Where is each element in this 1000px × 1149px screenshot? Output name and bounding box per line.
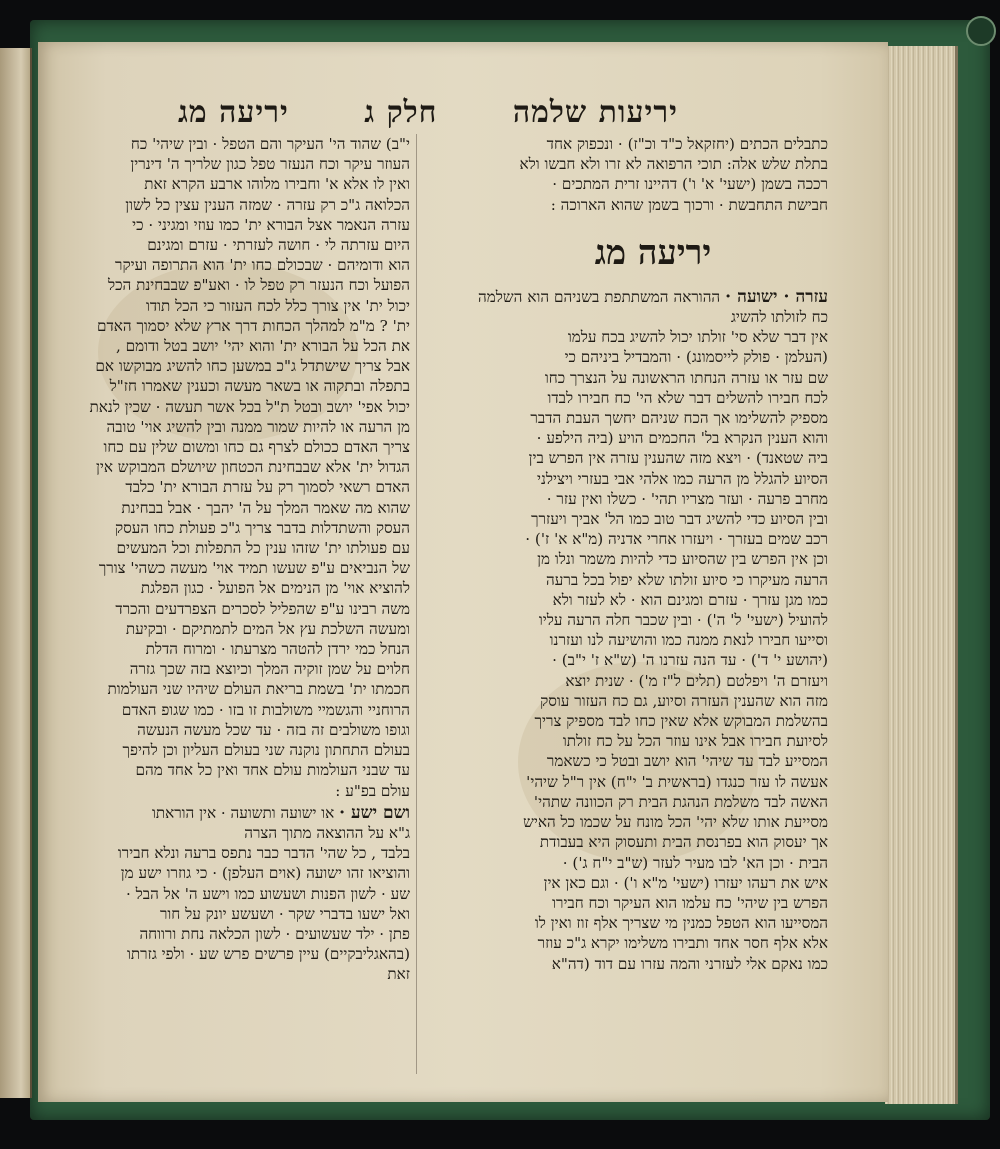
entry-heading: עזרה · ישועה · (725, 286, 828, 307)
text-line: הרוחניי והגשמיי משולבות זו בזו · כמו שגופ האדם (121, 700, 410, 719)
entry-body (478, 327, 828, 974)
text-line: (בהאגליבקיים) עיין פרשים פרש שע · ולפי גזרתו (127, 945, 410, 964)
text-line: המסייעו הוא הטפל כמנין מי שצריך אלף זוז ואין לו (534, 914, 828, 933)
text-line: אעשה לו עזר כנגדו (בראשית ב' י"ח) אין ר"ל שיהי' (526, 772, 828, 791)
text-line: לסיועת חבירו אבל אינו עוזר הכל על כח זולתו (562, 732, 828, 751)
text-line: אך יעסוק הוא בפרנסת הבית ותעסוק היא בעבודת (539, 833, 828, 852)
entry2-body (48, 823, 410, 985)
text-line: צריך האדם ככולם לצרף גם כחו ומשום שלין עם כחו (103, 438, 410, 457)
text-line: אבל צריך שישתדל ג"כ במשען כחו להשיג מבוקשו אם (95, 357, 410, 376)
text-line: מסייעת אותו שלא יהי' הכל מונח על שכמו כל האיש (523, 813, 828, 832)
text-line: ואין לו אלא א' וחבירו מלוהו ארבע הקרא זאת (144, 175, 410, 194)
text-line: אלא אלף חסר אחד ותבירו משלימו יקרא ג"כ עוזר (537, 934, 828, 953)
text-line: רככה בשמן (ישעי' א' ו') דהיינו זרית המתכים · (552, 175, 828, 194)
text-line: י"ב) שהוד הי' העיקר והם הטפל · ובין שיהי' כח (130, 135, 410, 153)
text-line: כמו מגן עזרך · עזרם ומגינם הוא · לא לעזר ולא (552, 590, 828, 609)
text-line: הפועל וכח הנעזר רק טפל לו · ואע"פ שבבחינת הכל (108, 276, 410, 295)
text-line: שע · לשון הפנות ושעשוע כמו וישע ה' אל הבל · (126, 884, 410, 903)
text-line: מן הרעה או להיות שמור ממנה ובין להשיג אוי' טובה (106, 417, 410, 436)
text-line: חלוים על שמן זוקיה המלך וכיוצא בזה שכך גזרה (129, 660, 410, 679)
text-line: הרעה מעיקרו כי סיוע זולתו שלא יפול בכל ברעה (546, 570, 828, 589)
text-line: יכול אפי' יושב ובטל ת"ל בכל אשר תעשה · שכין לנאת (89, 397, 410, 416)
text-line: (יהושע י' ד') · עד הנה עזרנו ה' (ש"א ז' י"ב) · (552, 651, 828, 670)
text-line: הוא ודומיהם · שבכולם כחו ית' הוא התרופה ועיקר (115, 256, 410, 275)
text-line: שם עזר או עזרה הנחתו הראשונה על הנצרך כחו (544, 368, 828, 387)
text-line: הגדול ית' אלא שבבחינת הכטחון שיושלם המבוקש אין (96, 458, 410, 477)
text-line: משה רבינו ע"פ שהפליל לסכרים הצפרדעים והכרד (115, 599, 410, 618)
text-line: חבישת התחבשת · ורכוך בשמן שהוא הארוכה : (550, 195, 828, 214)
right-column (478, 134, 828, 974)
text-line: מזה הוא שהענין העזרה וסיוע, גם כח העזור עוסק (540, 691, 828, 710)
text-line: עד שבני העולמות עולם אחד ואין כל אחד מהם (135, 761, 410, 780)
text-line: בתלת שלש אלה: תוכי הרפואה לא זרו ולא חבשו ולא (519, 155, 828, 174)
text-line: לכח חבירו להשלים דבר שלא הי' כח חבירו לבדו (547, 388, 828, 407)
text-line: ג"א על ההוצאה מתוך הצרה (244, 823, 410, 842)
intro-paragraph (478, 134, 828, 215)
text-line: המסייע לבד עד שיהי' הוא יושב ובטל כי כשאמר (546, 752, 828, 771)
header-right-title: יריעות שלמה (512, 94, 678, 130)
text-line: הסיוע להגלל מן הרעה כמו אלהי אבי בעזרי ויצילני (536, 469, 828, 488)
text-line: הכלואה ג"כ רק עזרה · שמזה הענין עצין כל לשון (125, 195, 410, 214)
running-header (178, 87, 678, 137)
text-line: להוציא אוי' מן הנימים אל הפועל · כגון הפלגת (140, 579, 410, 598)
text-line: (העלמן · פולק לייסמונג) · והמבדיל ביניהם כי (564, 348, 828, 367)
page-stack-edge (885, 46, 958, 1104)
text-line: העסק והשתדלות בדבר צריך ג"כ פעולת כחו העסק (115, 518, 410, 537)
text-line: ביה שטאנד) · ויצא מזה שהענין עזרה אין הפרש בין (528, 449, 828, 468)
text-line: בתפלה ובתקוה או בשאר מעשה וכענין שאמרו חז"ל (109, 377, 410, 396)
text-line: והוציאו זהו ישועה (אוים העלפן) · כי גוזרו ישע מן (120, 864, 410, 883)
text-line: ובין הסיוע כדי להשיג דבר טוב כמו הל' אביך ויעזרך (531, 510, 828, 529)
text-line: עולם בפ"ע : (335, 781, 410, 800)
text-line: פתן · ילד שעשועים · לשון הכלאה נחת ורווחה (139, 924, 410, 943)
column-divider (416, 134, 417, 1074)
text-line: כמו נאקם אלי לעזרני והמה עזרו עם דוד (דה"א (551, 954, 828, 973)
text-line: ית' ? מ"מ למהלך הכחות דרך ארץ שלא יסמוך האדם (97, 316, 410, 335)
continued-body (48, 134, 410, 801)
text-line: עזרה הנאמר אצל הבורא ית' כמו עוזי ומגיני · כי (132, 215, 410, 234)
text-line: וכן אין הפרש בין שהסיוע כדי להיות משמר ונלו מן (537, 550, 828, 569)
header-left-title: יריעה מג (178, 94, 289, 130)
text-line: והוא הענין הנקרא בל' החכמים הויע (ביה הילפע · (536, 429, 828, 448)
cover-corner-decoration (966, 16, 996, 46)
left-column (48, 134, 410, 985)
text-line: יכול ית' אין צורך כלל לכח העזור כי הכל תודו (145, 296, 410, 315)
section-title: יריעה מג (594, 232, 712, 273)
text-line: זאת (387, 965, 410, 984)
text-line: בעולם התחתון נוקנה שני בעולם העליון וכן להיפך (122, 741, 410, 760)
text-line: ויעזרם ה' ויפלטם (תלים ל"ז מ') · שנית יוצא (565, 671, 828, 690)
book-page (38, 42, 888, 1102)
entry-heading-line (478, 287, 828, 327)
text-line: העוזר עיקר וכח הנעזר טפל כגון שלריך ה' דינרין (130, 155, 410, 174)
text-line: מספיק להשלימו אך הכח שניהם יחשך העבת הדבר (530, 409, 828, 428)
entry2-heading-rest: או ישועה ותשועה · אין הוראתו (151, 803, 335, 822)
text-line: להועיל (ישעי' ל' ה') · ובין שכבר חלה הרעה עליו (538, 611, 828, 630)
text-line: רכב שמים בעזרך · ויעזרו אחרי אדניה (מ"א א' ז') · (525, 530, 828, 549)
text-line: מחרב פרעה · ועזר מצריו תהי' · כשלו ואין עזר · (546, 489, 828, 508)
text-line: בלבד , כל שהי' הדבר כבר נתפס ברעה ונלא חבירו (117, 844, 410, 863)
text-line: וגופו משולבים זה בזה · עד שכל מעשה הנעשה (137, 720, 410, 739)
text-line: הפרש בין שיהי' כח עלמו הוא העיקר וכח חבירו (552, 893, 828, 912)
text-line: עם פעולתו ית' שזהו ענין כל התפלות וכל המעשים (116, 539, 410, 558)
entry2-heading: ושם ישע · (339, 802, 410, 823)
text-line: חכמתו ית' בשמת בריאת העולם שיהיו שני העולמות (107, 680, 410, 699)
text-line: שהוא מה שאמר המלך על ה' יהבך · אבל בבחינת (121, 498, 410, 517)
text-line: ומעשה השלכת עץ אל המים לתמתיקם · ובקיעת (125, 619, 410, 638)
header-part: חלק ג (364, 94, 438, 130)
text-line: כתבלים הכתים (יחזקאל כ"ד וכ"ז) · ונכפוק אחד (546, 135, 828, 153)
text-line: הבית · וכן הא' לבו מעיר לעזר (ש"ב י"ח ג') · (562, 853, 828, 872)
text-line: של הנביאים ע"פ שעשו תמיד אוי' מעשה כשהי' צורך (98, 559, 410, 578)
text-line: וסייעו חבירו לנאת ממנה כמו והושיעה לנו ועזרנו (549, 631, 828, 650)
text-line: את הכל על הבורא ית' והוא יהי' יושב בטל ודומם , (116, 337, 410, 356)
text-line: היום עזרתה לי · חושה לעזרתי · עזרם ומגינם (147, 236, 410, 255)
text-line: אין דבר שלא סי' זולתו יכול להשיג בכח עלמו (567, 328, 828, 347)
entry-heading-rest: ההוראה המשתתפת בשניהם הוא השלמה כח לזולתו להשיג (478, 287, 828, 327)
left-page-edge (0, 48, 32, 1098)
text-line: האדם רשאי לסמוך רק על עזרת הבורא ית' כלבד (125, 478, 410, 497)
text-line: האשה לבד משלמת הנהגת הבית רק הכוונה שתהי' (533, 792, 828, 811)
text-line: איש את רעהו יעזרו (ישעי' מ"א ו') · וגם כאן אין (543, 873, 828, 892)
entry2-heading-line (48, 803, 410, 823)
text-line: הנחל כמי ירדן להטהר מצרעתו · ומרוח הדלת (145, 640, 410, 659)
text-line: בהשלמת המבוקש אלא שאין כחו לבד מספיק צריך (534, 712, 828, 731)
text-line: ואל ישעו בדברי שקר · ושעשע יונק על חור (159, 904, 410, 923)
